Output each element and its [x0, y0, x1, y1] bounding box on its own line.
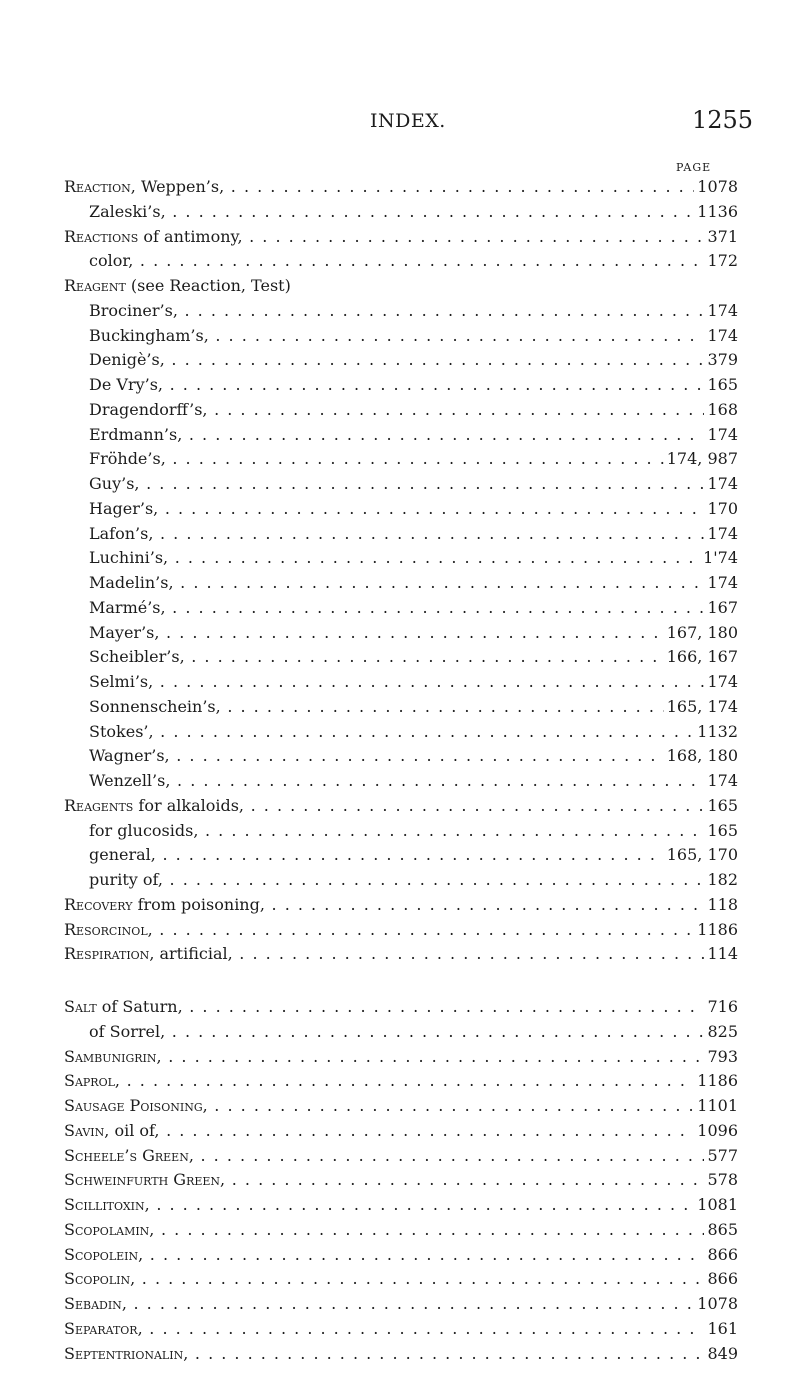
- entry-term: [89, 596, 706, 621]
- entry-term: [64, 995, 706, 1020]
- entry-term: [89, 819, 706, 844]
- entry-term: [89, 522, 706, 547]
- running-title: INDEX.: [370, 110, 446, 132]
- entry-term: [89, 843, 706, 868]
- index-subentry: [0, 324, 801, 349]
- entry-text: De Vry’s,: [89, 375, 164, 394]
- entry-pages: 174: [704, 299, 738, 324]
- index-entry: [0, 175, 801, 200]
- index-entry: [0, 918, 801, 943]
- index-entry: [0, 1243, 801, 1268]
- entry-text: ,: [156, 1046, 162, 1066]
- index-entry: [0, 1094, 801, 1119]
- index-subentry: [0, 447, 801, 472]
- entry-text: of antimony,: [138, 226, 243, 246]
- index-subentry: [0, 819, 801, 844]
- entry-heading: Schweinfurth Green: [64, 1170, 221, 1190]
- entry-heading: Scheele’s Green: [64, 1145, 189, 1165]
- entry-pages: 170: [704, 497, 738, 522]
- entry-text: Brociner’s,: [89, 300, 178, 320]
- entry-term: [64, 1267, 706, 1292]
- index-entry: [0, 1218, 801, 1243]
- entry-term: [64, 942, 706, 967]
- entry-text: Dragendorff’s,: [89, 399, 208, 419]
- index-entry: [0, 995, 801, 1020]
- entry-term: [64, 1094, 706, 1119]
- index-entry: [0, 274, 801, 299]
- entry-term: [64, 1045, 706, 1070]
- index-subentry: [0, 348, 801, 373]
- entry-text: Erdmann’s,: [89, 424, 183, 444]
- entry-term: [89, 1020, 706, 1045]
- entry-pages: 1132: [694, 720, 738, 745]
- index-entry: [0, 1267, 801, 1292]
- entry-term: [64, 274, 706, 299]
- entry-term: [64, 1218, 706, 1243]
- entry-term: [64, 1193, 706, 1218]
- index-subentry: [0, 843, 801, 868]
- entry-pages: 865: [704, 1218, 738, 1243]
- index-entry: [0, 1069, 801, 1094]
- entry-text: of Sorrel,: [89, 1021, 166, 1041]
- entry-term: [64, 1168, 706, 1193]
- entry-term: [89, 299, 706, 324]
- entry-heading: Scopolamin: [64, 1219, 150, 1239]
- entry-pages: 716: [704, 995, 738, 1020]
- entry-pages: 174: [704, 522, 738, 547]
- entry-text: ,: [147, 919, 153, 939]
- entry-term: [89, 373, 706, 398]
- index-subentry: [0, 1020, 801, 1045]
- entry-pages: 578: [704, 1168, 738, 1193]
- index-entry: [0, 1193, 801, 1218]
- entry-heading: Salt: [64, 997, 97, 1016]
- entry-text: Guy’s,: [89, 474, 140, 493]
- entry-pages: 825: [704, 1020, 738, 1045]
- entry-heading: Scillitoxin: [64, 1195, 145, 1214]
- entry-text: Lafon’s,: [89, 523, 154, 543]
- entry-pages: 165, 170: [664, 843, 738, 868]
- entry-pages: 174: [704, 571, 738, 596]
- entry-pages: 849: [704, 1342, 738, 1367]
- entry-pages: 1081: [694, 1193, 738, 1218]
- entry-term: [89, 645, 706, 670]
- entry-text: color,: [89, 251, 134, 271]
- entry-term: [89, 249, 706, 274]
- entry-pages: 1101: [694, 1094, 738, 1119]
- index-entry: [0, 1292, 801, 1317]
- entry-term: [89, 720, 706, 745]
- entry-text: , artificial,: [149, 944, 233, 964]
- entry-text: Sonnenschein’s,: [89, 696, 221, 716]
- entry-text: general,: [89, 845, 156, 865]
- entry-pages: 174, 987: [664, 447, 738, 472]
- entry-pages: 577: [704, 1144, 738, 1169]
- index-subentry: [0, 522, 801, 547]
- entry-heading: Sebadin: [64, 1294, 122, 1313]
- entry-heading: Saprol: [64, 1071, 115, 1091]
- entry-term: [64, 1144, 706, 1169]
- entry-term: [89, 868, 706, 893]
- entry-text: for glucosids,: [89, 820, 199, 840]
- index-entry: [0, 1317, 801, 1342]
- entry-pages: 866: [704, 1243, 738, 1268]
- index-subentry: [0, 621, 801, 646]
- entry-text: ,: [188, 1145, 194, 1165]
- entry-text: Selmi’s,: [89, 672, 154, 691]
- entry-pages: 371: [704, 225, 738, 250]
- entry-text: Hager’s,: [89, 498, 159, 518]
- index-subentry: [0, 769, 801, 794]
- entry-text: Wagner’s,: [89, 746, 170, 766]
- entry-pages: 174: [704, 324, 738, 349]
- entry-term: [64, 175, 706, 200]
- entry-term: [64, 1243, 706, 1268]
- page-header: [0, 106, 801, 138]
- entry-heading: Resorcinol: [64, 919, 148, 939]
- index-subentry: [0, 670, 801, 695]
- group-gap: [0, 967, 801, 995]
- index-entry: [0, 794, 801, 819]
- index-subentry: [0, 596, 801, 621]
- entry-text: Madelin’s,: [89, 573, 174, 592]
- entry-term: [64, 1119, 706, 1144]
- index-entry: [0, 225, 801, 250]
- entry-text: Wenzell’s,: [89, 771, 171, 790]
- entry-pages: 174: [704, 769, 738, 794]
- entry-pages: 1186: [694, 918, 738, 943]
- entry-pages: 174: [704, 670, 738, 695]
- entry-text: purity of,: [89, 870, 163, 889]
- entry-heading: Reagent: [64, 276, 126, 295]
- index-subentry: [0, 249, 801, 274]
- index-entry: [0, 1144, 801, 1169]
- entry-pages: 1096: [694, 1119, 738, 1144]
- entry-term: [64, 1069, 706, 1094]
- index-subentry: [0, 695, 801, 720]
- entry-heading: Separator: [64, 1318, 138, 1338]
- entry-pages: 165, 174: [664, 695, 738, 720]
- entry-term: [89, 769, 706, 794]
- entry-text: ,: [114, 1071, 121, 1091]
- entry-heading: Reactions: [64, 226, 139, 246]
- index-entries: [0, 175, 801, 1366]
- entry-text: , Weppen’s,: [130, 177, 225, 196]
- entry-heading: Reagents: [64, 795, 134, 815]
- entry-text: (see Reaction, Test): [125, 276, 291, 295]
- entry-pages: 161: [704, 1317, 738, 1342]
- entry-text: , oil of,: [104, 1120, 160, 1140]
- page-column-label: PAGE: [676, 161, 712, 174]
- entry-term: [89, 348, 706, 373]
- index-subentry: [0, 546, 801, 571]
- entry-text: ,: [183, 1343, 189, 1363]
- index-subentry: [0, 200, 801, 225]
- entry-pages: 793: [704, 1045, 738, 1070]
- entry-pages: 1186: [694, 1069, 738, 1094]
- entry-pages: 165: [704, 373, 738, 398]
- entry-heading: Scopolin: [64, 1269, 131, 1289]
- entry-term: [64, 225, 706, 250]
- entry-term: [89, 670, 706, 695]
- entry-pages: 118: [704, 893, 738, 918]
- entry-pages: 168, 180: [664, 744, 738, 769]
- index-subentry: [0, 720, 801, 745]
- entry-term: [89, 621, 706, 646]
- index-subentry: [0, 645, 801, 670]
- entry-text: ,: [149, 1219, 155, 1239]
- entry-text: Scheibler’s,: [89, 647, 185, 667]
- entry-text: Fröhde’s,: [89, 449, 166, 469]
- entry-text: for alkaloids,: [133, 795, 245, 815]
- index-group-s: [0, 995, 801, 1366]
- index-subentry: [0, 423, 801, 448]
- entry-text: of Saturn,: [96, 997, 183, 1016]
- entry-pages: 1'74: [700, 546, 738, 571]
- entry-pages: 165: [704, 794, 738, 819]
- entry-term: [64, 1317, 706, 1342]
- entry-pages: 174: [704, 472, 738, 497]
- entry-text: from poisoning,: [132, 894, 265, 914]
- entry-heading: Respiration: [64, 944, 150, 964]
- entry-pages: 1078: [694, 175, 738, 200]
- index-entry: [0, 1168, 801, 1193]
- entry-text: Buckingham’s,: [89, 325, 209, 345]
- entry-pages: 182: [704, 868, 738, 893]
- entry-pages: 167: [704, 596, 738, 621]
- entry-text: ,: [138, 1244, 144, 1264]
- entry-pages: 174: [704, 423, 738, 448]
- entry-text: ,: [202, 1096, 208, 1115]
- entry-term: [89, 546, 706, 571]
- entry-text: ,: [130, 1269, 136, 1289]
- entry-heading: Recovery: [64, 894, 133, 914]
- index-entry: [0, 1045, 801, 1070]
- index-subentry: [0, 398, 801, 423]
- entry-term: [64, 893, 706, 918]
- entry-pages: 172: [704, 249, 738, 274]
- index-subentry: [0, 373, 801, 398]
- entry-text: Marmé’s,: [89, 597, 166, 617]
- entry-term: [89, 744, 706, 769]
- index-subentry: [0, 868, 801, 893]
- entry-heading: Sausage Poisoning: [64, 1096, 203, 1115]
- entry-term: [89, 398, 706, 423]
- entry-term: [89, 200, 706, 225]
- entry-term: [89, 472, 706, 497]
- entry-text: ,: [220, 1170, 226, 1190]
- entry-heading: Sambunigrin: [64, 1046, 157, 1066]
- entry-pages: 114: [704, 942, 738, 967]
- entry-heading: Scopolein: [64, 1244, 139, 1264]
- entry-pages: 168: [704, 398, 738, 423]
- entry-pages: 866: [704, 1267, 738, 1292]
- entry-pages: 166, 167: [664, 645, 738, 670]
- entry-text: Stokes’,: [89, 721, 154, 741]
- entry-term: [64, 1342, 706, 1367]
- entry-term: [89, 695, 706, 720]
- entry-text: Luchini’s,: [89, 548, 169, 568]
- entry-text: ,: [137, 1318, 143, 1338]
- entry-term: [89, 571, 706, 596]
- index-entry: [0, 1119, 801, 1144]
- entry-heading: Savin: [64, 1120, 105, 1140]
- entry-heading: Reaction: [64, 177, 131, 196]
- entry-text: Denigè’s,: [89, 350, 165, 370]
- index-subentry: [0, 472, 801, 497]
- page-number: 1255: [692, 106, 754, 134]
- index-subentry: [0, 497, 801, 522]
- entry-term: [89, 497, 706, 522]
- index-subentry: [0, 744, 801, 769]
- entry-text: Mayer’s,: [89, 622, 160, 642]
- entry-term: [64, 1292, 706, 1317]
- entry-text: ,: [144, 1195, 150, 1214]
- index-entry: [0, 893, 801, 918]
- entry-term: [89, 447, 706, 472]
- entry-text: ,: [121, 1294, 127, 1313]
- entry-pages: 1078: [694, 1292, 738, 1317]
- index-subentry: [0, 571, 801, 596]
- entry-term: [89, 324, 706, 349]
- entry-text: Zaleski’s,: [89, 201, 166, 221]
- entry-term: [64, 918, 706, 943]
- entry-term: [64, 794, 706, 819]
- index-entry: [0, 1342, 801, 1367]
- entry-pages: 165: [704, 819, 738, 844]
- entry-term: [89, 423, 706, 448]
- entry-pages: 1136: [694, 200, 738, 225]
- index-entry: [0, 942, 801, 967]
- entry-pages: 379: [704, 348, 738, 373]
- index-subentry: [0, 299, 801, 324]
- entry-heading: Septentrionalin: [64, 1343, 184, 1363]
- entry-pages: 167, 180: [664, 621, 738, 646]
- index-group-r: [0, 175, 801, 967]
